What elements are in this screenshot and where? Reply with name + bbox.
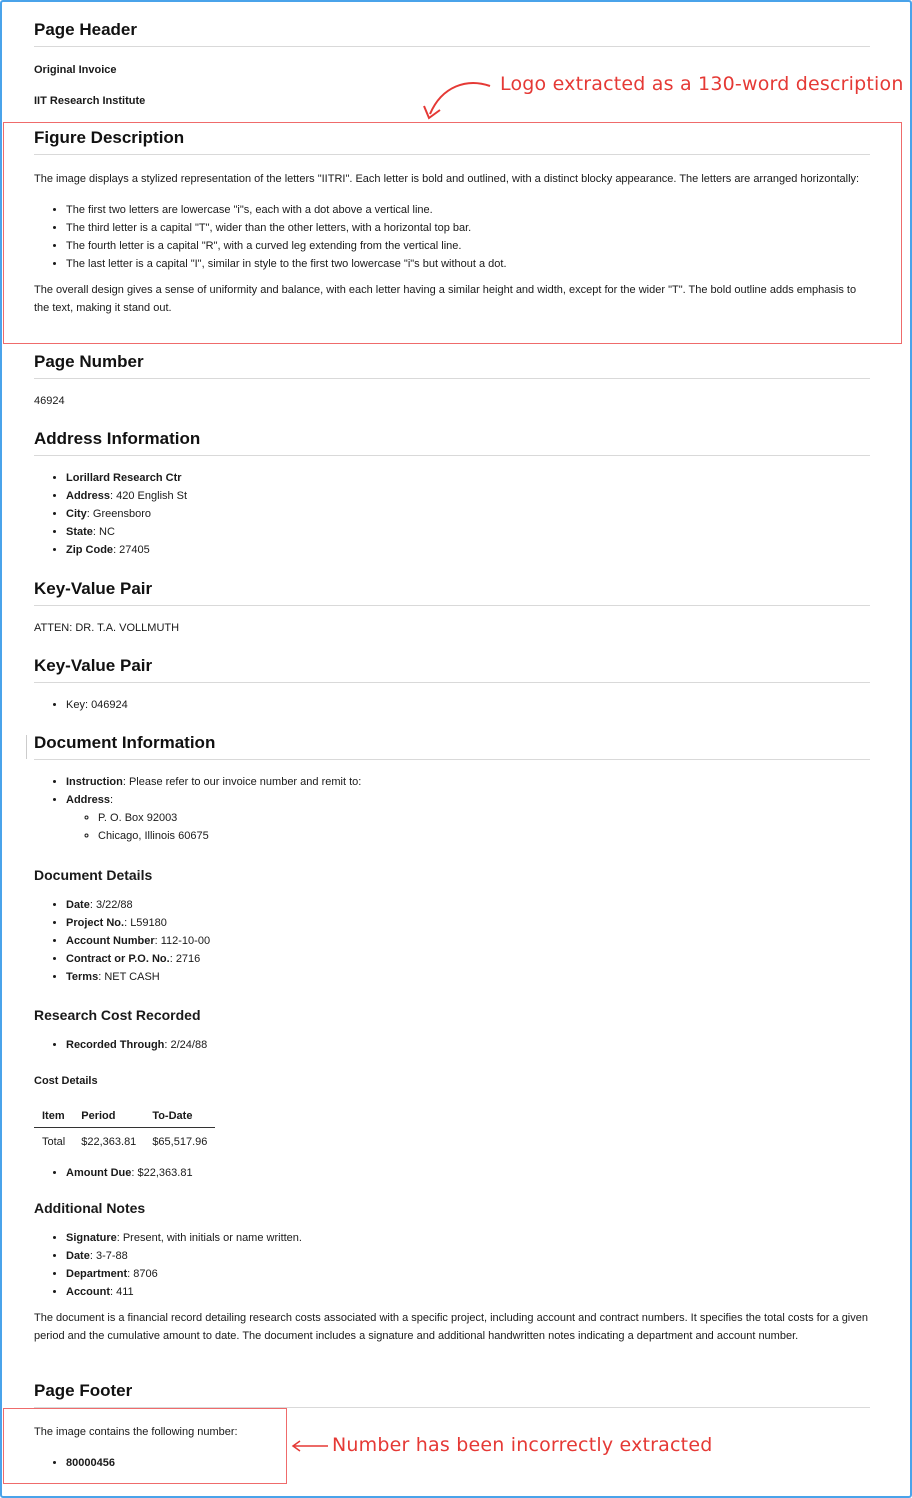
list-item (66, 1247, 870, 1265)
list-item: • The last letter is a capital "I", similar in style to the first two lowercase "i"s but without a dot. (66, 255, 870, 273)
notes-summary: The document is a financial record detailing research costs associated with a specific project, including account and contract numbers. It specifies the total costs for a given period and the cumulative amount to date. The document includes a signature and additional handwritten notes indicating a department and account number. (34, 1312, 868, 1342)
cost-details-title: Cost Details (34, 1075, 98, 1087)
field-value: : 3/22/88 (89, 899, 133, 911)
figure-intro: The image displays a stylized representation of the letters "IITRI". Each letter is bold and outlined, with a distinct blocky appearance. The letters are arranged horizontally: (34, 173, 860, 185)
header-line-original-invoice: Original Invoice (34, 64, 117, 76)
field-label: Contract or P.O. No. (66, 953, 170, 965)
curved-arrow-icon (412, 72, 502, 127)
remit-address-list (66, 809, 870, 845)
key-value-title: Key-Value Pair (34, 579, 870, 606)
footer-number: 80000456 (66, 1457, 115, 1469)
left-arrow-icon (290, 1438, 330, 1454)
field-colon: : (110, 794, 114, 806)
cost-details-section (34, 1074, 870, 1182)
field-value: : 112-10-00 (154, 935, 211, 947)
field-label: Instruction (66, 776, 123, 788)
research-cost-title: Research Cost Recorded (34, 1007, 201, 1023)
field-label: Signature (66, 1232, 117, 1244)
key-value-list (34, 696, 870, 714)
number-annotation-text: Number has been incorrectly extracted (332, 1434, 713, 1456)
field-label: Amount Due (66, 1167, 132, 1179)
page-number-value: 46924 (34, 395, 65, 407)
key-value-section-1 (34, 579, 870, 637)
field-label: State (66, 526, 93, 538)
key-value-text: ATTEN: DR. T.A. VOLLMUTH (34, 622, 180, 634)
list-item (66, 1036, 870, 1054)
page-number-title: Page Number (34, 352, 870, 379)
field-value: : 3-7-88 (89, 1250, 128, 1262)
field-label: Account (66, 1286, 110, 1298)
table-row (34, 1128, 215, 1156)
list-item (66, 950, 870, 968)
additional-notes-list (34, 1229, 870, 1301)
field-label: Terms (66, 971, 99, 983)
field-value: : NC (92, 526, 115, 538)
document-details-list (34, 896, 870, 986)
field-value: : 8706 (127, 1268, 158, 1280)
address-title: Address Information (34, 429, 870, 456)
field-value: : 2/24/88 (164, 1039, 208, 1051)
table-cell: Total (42, 1135, 66, 1148)
list-item (66, 773, 870, 791)
field-label: Zip Code (66, 544, 114, 556)
list-item (66, 1229, 870, 1247)
field-label: Address (66, 794, 111, 806)
field-value: : 411 (110, 1286, 134, 1298)
table-cell: $22,363.81 (81, 1135, 137, 1148)
list-item (66, 469, 870, 487)
research-cost-section (34, 1006, 870, 1054)
list-item: ◦ Chicago, Illinois 60675 (98, 827, 870, 845)
key-value-title: Key-Value Pair (34, 656, 870, 683)
list-item (66, 914, 870, 932)
key-value-section-2 (34, 656, 870, 714)
list-item: • The third letter is a capital "T", wider than the other letters, with a horizontal top bar. (66, 219, 870, 237)
address-name: Lorillard Research Ctr (66, 472, 182, 484)
field-value: : 27405 (113, 544, 150, 556)
document-details-section (34, 866, 870, 986)
figure-description-title: Figure Description (34, 128, 870, 155)
page-footer-title: Page Footer (34, 1381, 870, 1408)
column-header: To-Date (144, 1105, 215, 1128)
document-information-section (34, 733, 870, 845)
list-item (66, 523, 870, 541)
list-item (66, 896, 870, 914)
address-list (34, 469, 870, 559)
logo-annotation-box (3, 122, 902, 344)
margin-marker (26, 735, 27, 759)
document-information-title: Document Information (34, 733, 870, 760)
field-label: Address (66, 490, 111, 502)
column-header: Item (34, 1105, 73, 1128)
header-line-institute: IIT Research Institute (34, 95, 146, 107)
list-item: ◦ P. O. Box 92003 (98, 809, 870, 827)
page-number-section (34, 352, 870, 410)
cost-table (34, 1105, 215, 1155)
table-header-row (34, 1105, 215, 1128)
field-label: City (66, 508, 87, 520)
field-value: : L59180 (124, 917, 167, 929)
list-item (66, 1164, 870, 1182)
number-annotation-box (3, 1408, 287, 1484)
list-item (66, 791, 870, 845)
logo-annotation-text: Logo extracted as a 130-word description (500, 73, 904, 95)
field-value: : 2716 (169, 953, 201, 965)
list-item (66, 541, 870, 559)
field-value: : $22,363.81 (131, 1167, 193, 1179)
field-label: Recorded Through (66, 1039, 165, 1051)
field-value: : 420 English St (110, 490, 188, 502)
amount-due-list (34, 1164, 870, 1182)
field-value: : Present, with initials or name written. (116, 1232, 302, 1244)
list-item (66, 1265, 870, 1283)
field-label: Account Number (66, 935, 155, 947)
page-header-title: Page Header (34, 20, 870, 47)
field-value: : Please refer to our invoice number and remit to: (122, 776, 362, 788)
additional-notes-section (34, 1199, 870, 1345)
field-label: Project No. (66, 917, 125, 929)
field-label: Department (66, 1268, 128, 1280)
list-item: • The fourth letter is a capital "R", with a curved leg extending from the vertical line. (66, 237, 870, 255)
list-item (66, 1283, 870, 1301)
list-item: • Key: 046924 (66, 696, 870, 714)
research-cost-list (34, 1036, 870, 1054)
column-header: Period (73, 1105, 144, 1128)
additional-notes-title: Additional Notes (34, 1200, 146, 1216)
list-item (66, 505, 870, 523)
field-label: Date (66, 899, 90, 911)
list-item (66, 487, 870, 505)
figure-outro: The overall design gives a sense of uniformity and balance, with each letter having a similar height and width, except for the wider "T". The bold outline adds emphasis to the text, making it stand out. (34, 284, 857, 314)
table-cell: $65,517.96 (152, 1135, 208, 1148)
field-value: : Greensboro (86, 508, 151, 520)
footer-text: The image contains the following number: (34, 1426, 238, 1438)
document-information-list (34, 773, 870, 845)
list-item (66, 968, 870, 986)
list-item: • The first two letters are lowercase "i"s, each with a dot above a vertical line. (66, 201, 870, 219)
field-label: Date (66, 1250, 90, 1262)
field-value: : NET CASH (98, 971, 160, 983)
document-details-title: Document Details (34, 867, 153, 883)
address-section (34, 429, 870, 559)
list-item (66, 932, 870, 950)
